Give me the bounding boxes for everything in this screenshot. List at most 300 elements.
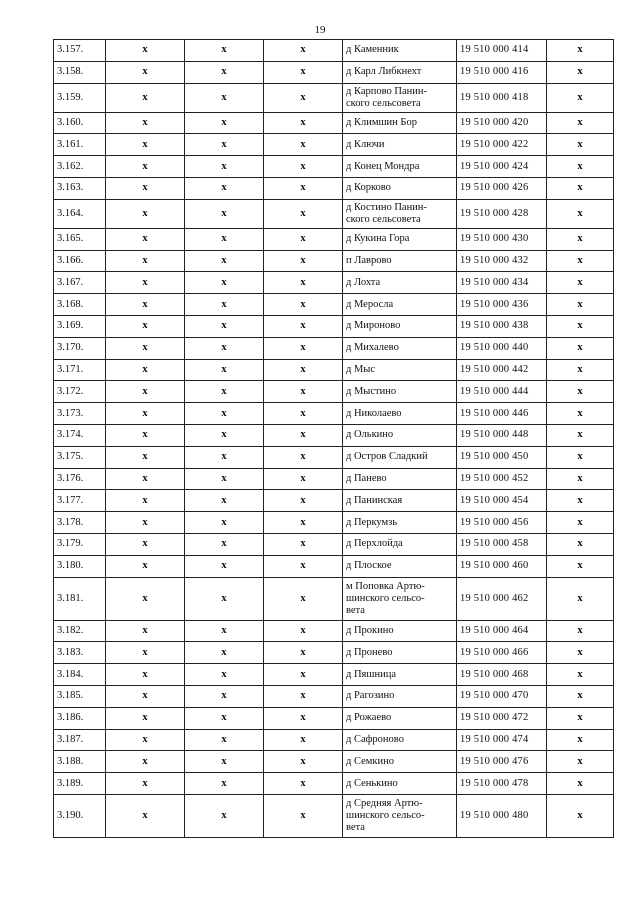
oktmo-code-text: 19 510 000 472 bbox=[460, 712, 529, 724]
oktmo-code bbox=[457, 272, 547, 294]
oktmo-code-text: 19 510 000 460 bbox=[460, 560, 529, 572]
settlement-name bbox=[343, 112, 457, 134]
mark-cell-4 bbox=[547, 642, 614, 664]
row-number bbox=[54, 468, 106, 490]
row-number-text: 3.158. bbox=[57, 66, 84, 78]
mark-cell-1-text: x bbox=[142, 712, 148, 724]
row-number-text: 3.165. bbox=[57, 233, 84, 245]
row-number bbox=[54, 620, 106, 642]
table-row bbox=[54, 490, 614, 512]
oktmo-code bbox=[457, 177, 547, 199]
mark-cell-2-text: x bbox=[221, 254, 227, 266]
mark-cell-2 bbox=[185, 61, 264, 83]
mark-cell-2 bbox=[185, 112, 264, 134]
mark-cell-2-text: x bbox=[221, 592, 227, 604]
settlement-name-text: д Ключи bbox=[346, 138, 385, 150]
oktmo-code-text: 19 510 000 462 bbox=[460, 592, 529, 604]
row-number bbox=[54, 83, 106, 112]
mark-cell-3-text: x bbox=[300, 363, 306, 375]
mark-cell-3 bbox=[264, 272, 343, 294]
row-number bbox=[54, 446, 106, 468]
mark-cell-1 bbox=[106, 61, 185, 83]
oktmo-code-text: 19 510 000 434 bbox=[460, 276, 529, 288]
table-row bbox=[54, 707, 614, 729]
oktmo-code bbox=[457, 403, 547, 425]
oktmo-code-text: 19 510 000 464 bbox=[460, 624, 529, 636]
mark-cell-1 bbox=[106, 134, 185, 156]
mark-cell-3 bbox=[264, 250, 343, 272]
row-number bbox=[54, 512, 106, 534]
oktmo-code bbox=[457, 577, 547, 620]
row-number-text: 3.157. bbox=[57, 44, 84, 56]
oktmo-code-text: 19 510 000 428 bbox=[460, 207, 529, 219]
settlement-name bbox=[343, 512, 457, 534]
row-number-text: 3.187. bbox=[57, 733, 84, 745]
settlement-name-text: д Каменник bbox=[346, 44, 399, 56]
mark-cell-1 bbox=[106, 40, 185, 62]
mark-cell-4 bbox=[547, 424, 614, 446]
mark-cell-1-text: x bbox=[142, 538, 148, 550]
mark-cell-2-text: x bbox=[221, 320, 227, 332]
mark-cell-2-text: x bbox=[221, 472, 227, 484]
mark-cell-4 bbox=[547, 177, 614, 199]
mark-cell-4 bbox=[547, 337, 614, 359]
mark-cell-4-text: x bbox=[577, 116, 583, 128]
settlement-name bbox=[343, 61, 457, 83]
row-number bbox=[54, 61, 106, 83]
mark-cell-4 bbox=[547, 577, 614, 620]
mark-cell-4 bbox=[547, 729, 614, 751]
mark-cell-4 bbox=[547, 664, 614, 686]
table-body bbox=[54, 40, 614, 838]
settlement-name-text: д Рагозино bbox=[346, 690, 395, 702]
mark-cell-2 bbox=[185, 773, 264, 795]
settlement-name bbox=[343, 134, 457, 156]
mark-cell-1 bbox=[106, 533, 185, 555]
mark-cell-2-text: x bbox=[221, 276, 227, 288]
oktmo-code bbox=[457, 61, 547, 83]
oktmo-code-text: 19 510 000 474 bbox=[460, 733, 529, 745]
oktmo-code-text: 19 510 000 414 bbox=[460, 44, 529, 56]
mark-cell-4-text: x bbox=[577, 690, 583, 702]
mark-cell-2-text: x bbox=[221, 298, 227, 310]
mark-cell-3-text: x bbox=[300, 254, 306, 266]
row-number-text: 3.159. bbox=[57, 91, 84, 103]
mark-cell-1-text: x bbox=[142, 385, 148, 397]
mark-cell-1 bbox=[106, 577, 185, 620]
row-number-text: 3.169. bbox=[57, 320, 84, 332]
mark-cell-3-text: x bbox=[300, 342, 306, 354]
mark-cell-3 bbox=[264, 61, 343, 83]
row-number bbox=[54, 134, 106, 156]
settlement-name bbox=[343, 533, 457, 555]
oktmo-code-text: 19 510 000 442 bbox=[460, 363, 529, 375]
table-row bbox=[54, 315, 614, 337]
mark-cell-2 bbox=[185, 468, 264, 490]
oktmo-code bbox=[457, 533, 547, 555]
oktmo-code bbox=[457, 751, 547, 773]
oktmo-code bbox=[457, 512, 547, 534]
row-number bbox=[54, 381, 106, 403]
mark-cell-3-text: x bbox=[300, 66, 306, 78]
row-number-text: 3.186. bbox=[57, 712, 84, 724]
mark-cell-4-text: x bbox=[577, 91, 583, 103]
mark-cell-3 bbox=[264, 685, 343, 707]
row-number-text: 3.171. bbox=[57, 363, 84, 375]
mark-cell-3-text: x bbox=[300, 809, 306, 821]
settlement-name bbox=[343, 751, 457, 773]
mark-cell-2-text: x bbox=[221, 733, 227, 745]
mark-cell-1 bbox=[106, 83, 185, 112]
row-number bbox=[54, 337, 106, 359]
mark-cell-4 bbox=[547, 403, 614, 425]
oktmo-code bbox=[457, 707, 547, 729]
mark-cell-1 bbox=[106, 156, 185, 178]
mark-cell-1 bbox=[106, 424, 185, 446]
mark-cell-1 bbox=[106, 272, 185, 294]
mark-cell-4 bbox=[547, 751, 614, 773]
mark-cell-4-text: x bbox=[577, 668, 583, 680]
mark-cell-2-text: x bbox=[221, 668, 227, 680]
mark-cell-2 bbox=[185, 685, 264, 707]
row-number-text: 3.162. bbox=[57, 160, 84, 172]
mark-cell-3-text: x bbox=[300, 451, 306, 463]
oktmo-code-text: 19 510 000 436 bbox=[460, 298, 529, 310]
mark-cell-1-text: x bbox=[142, 91, 148, 103]
row-number bbox=[54, 294, 106, 316]
mark-cell-4 bbox=[547, 61, 614, 83]
mark-cell-3 bbox=[264, 381, 343, 403]
row-number bbox=[54, 533, 106, 555]
mark-cell-4-text: x bbox=[577, 342, 583, 354]
table-row bbox=[54, 424, 614, 446]
mark-cell-2-text: x bbox=[221, 646, 227, 658]
mark-cell-3-text: x bbox=[300, 538, 306, 550]
oktmo-code-text: 19 510 000 416 bbox=[460, 66, 529, 78]
mark-cell-3-text: x bbox=[300, 733, 306, 745]
oktmo-code-text: 19 510 000 468 bbox=[460, 668, 529, 680]
mark-cell-2 bbox=[185, 228, 264, 250]
row-number-text: 3.183. bbox=[57, 646, 84, 658]
mark-cell-3-text: x bbox=[300, 429, 306, 441]
row-number-text: 3.184. bbox=[57, 668, 84, 680]
mark-cell-3-text: x bbox=[300, 494, 306, 506]
mark-cell-2 bbox=[185, 490, 264, 512]
mark-cell-1-text: x bbox=[142, 342, 148, 354]
table-row bbox=[54, 403, 614, 425]
mark-cell-4 bbox=[547, 490, 614, 512]
mark-cell-3-text: x bbox=[300, 755, 306, 767]
oktmo-code-text: 19 510 000 458 bbox=[460, 538, 529, 550]
row-number bbox=[54, 199, 106, 228]
settlement-name-text: д Сенькино bbox=[346, 777, 398, 789]
mark-cell-4 bbox=[547, 794, 614, 837]
settlement-name bbox=[343, 337, 457, 359]
mark-cell-1-text: x bbox=[142, 472, 148, 484]
settlement-name bbox=[343, 250, 457, 272]
mark-cell-1-text: x bbox=[142, 44, 148, 56]
settlement-name-text: м Поповка Артю- шинского сельсо- вета bbox=[346, 580, 425, 616]
row-number bbox=[54, 228, 106, 250]
table-row bbox=[54, 468, 614, 490]
mark-cell-2 bbox=[185, 315, 264, 337]
oktmo-code-text: 19 510 000 466 bbox=[460, 646, 529, 658]
table-row bbox=[54, 228, 614, 250]
oktmo-code bbox=[457, 664, 547, 686]
row-number-text: 3.160. bbox=[57, 116, 84, 128]
row-number-text: 3.185. bbox=[57, 690, 84, 702]
oktmo-code bbox=[457, 83, 547, 112]
mark-cell-2 bbox=[185, 446, 264, 468]
mark-cell-2 bbox=[185, 199, 264, 228]
mark-cell-4-text: x bbox=[577, 516, 583, 528]
mark-cell-1-text: x bbox=[142, 592, 148, 604]
oktmo-code bbox=[457, 685, 547, 707]
oktmo-code bbox=[457, 315, 547, 337]
mark-cell-4 bbox=[547, 446, 614, 468]
mark-cell-4-text: x bbox=[577, 624, 583, 636]
oktmo-code-text: 19 510 000 448 bbox=[460, 429, 529, 441]
mark-cell-3-text: x bbox=[300, 777, 306, 789]
settlement-name-text: д Николаево bbox=[346, 407, 402, 419]
mark-cell-4 bbox=[547, 533, 614, 555]
settlement-name bbox=[343, 577, 457, 620]
mark-cell-1-text: x bbox=[142, 733, 148, 745]
oktmo-code bbox=[457, 359, 547, 381]
mark-cell-3-text: x bbox=[300, 690, 306, 702]
mark-cell-3-text: x bbox=[300, 44, 306, 56]
settlement-name bbox=[343, 40, 457, 62]
mark-cell-2-text: x bbox=[221, 385, 227, 397]
settlement-name bbox=[343, 294, 457, 316]
mark-cell-4 bbox=[547, 272, 614, 294]
mark-cell-3 bbox=[264, 773, 343, 795]
mark-cell-4-text: x bbox=[577, 233, 583, 245]
mark-cell-3-text: x bbox=[300, 472, 306, 484]
mark-cell-4 bbox=[547, 707, 614, 729]
mark-cell-3-text: x bbox=[300, 91, 306, 103]
table-row bbox=[54, 685, 614, 707]
mark-cell-3 bbox=[264, 112, 343, 134]
settlement-name bbox=[343, 707, 457, 729]
mark-cell-2 bbox=[185, 40, 264, 62]
mark-cell-4 bbox=[547, 685, 614, 707]
settlement-name-text: д Перхлойда bbox=[346, 538, 403, 550]
settlement-name-text: д Сафроново bbox=[346, 733, 404, 745]
oktmo-code-text: 19 510 000 478 bbox=[460, 777, 529, 789]
mark-cell-1 bbox=[106, 707, 185, 729]
mark-cell-3 bbox=[264, 468, 343, 490]
mark-cell-1-text: x bbox=[142, 407, 148, 419]
mark-cell-2 bbox=[185, 729, 264, 751]
mark-cell-1 bbox=[106, 381, 185, 403]
mark-cell-1 bbox=[106, 446, 185, 468]
table-row bbox=[54, 381, 614, 403]
row-number bbox=[54, 315, 106, 337]
settlement-name bbox=[343, 315, 457, 337]
mark-cell-2 bbox=[185, 83, 264, 112]
mark-cell-4-text: x bbox=[577, 755, 583, 767]
mark-cell-3-text: x bbox=[300, 207, 306, 219]
mark-cell-3 bbox=[264, 794, 343, 837]
mark-cell-4-text: x bbox=[577, 160, 583, 172]
mark-cell-3 bbox=[264, 40, 343, 62]
row-number-text: 3.189. bbox=[57, 777, 84, 789]
table-row bbox=[54, 729, 614, 751]
mark-cell-3 bbox=[264, 751, 343, 773]
row-number bbox=[54, 40, 106, 62]
settlement-name-text: д Панево bbox=[346, 472, 387, 484]
mark-cell-1-text: x bbox=[142, 646, 148, 658]
row-number bbox=[54, 555, 106, 577]
mark-cell-3 bbox=[264, 83, 343, 112]
mark-cell-2 bbox=[185, 642, 264, 664]
settlement-name bbox=[343, 272, 457, 294]
mark-cell-4 bbox=[547, 40, 614, 62]
settlement-name-text: д Михалево bbox=[346, 342, 399, 354]
mark-cell-2-text: x bbox=[221, 44, 227, 56]
mark-cell-2-text: x bbox=[221, 407, 227, 419]
table-row bbox=[54, 533, 614, 555]
mark-cell-4-text: x bbox=[577, 44, 583, 56]
mark-cell-2 bbox=[185, 250, 264, 272]
oktmo-code-text: 19 510 000 454 bbox=[460, 494, 529, 506]
mark-cell-1-text: x bbox=[142, 160, 148, 172]
mark-cell-1 bbox=[106, 250, 185, 272]
table-row bbox=[54, 446, 614, 468]
mark-cell-1 bbox=[106, 620, 185, 642]
oktmo-code bbox=[457, 250, 547, 272]
row-number bbox=[54, 177, 106, 199]
settlement-name-text: д Мыс bbox=[346, 363, 376, 375]
mark-cell-3 bbox=[264, 177, 343, 199]
row-number-text: 3.180. bbox=[57, 560, 84, 572]
mark-cell-2-text: x bbox=[221, 91, 227, 103]
mark-cell-4 bbox=[547, 199, 614, 228]
mark-cell-1-text: x bbox=[142, 560, 148, 572]
mark-cell-3-text: x bbox=[300, 560, 306, 572]
oktmo-code bbox=[457, 446, 547, 468]
row-number-text: 3.172. bbox=[57, 385, 84, 397]
oktmo-code bbox=[457, 729, 547, 751]
mark-cell-2 bbox=[185, 177, 264, 199]
row-number-text: 3.188. bbox=[57, 755, 84, 767]
mark-cell-2 bbox=[185, 512, 264, 534]
mark-cell-1 bbox=[106, 228, 185, 250]
settlement-name-text: д Средняя Артю- шинского сельсо- вета bbox=[346, 797, 425, 833]
row-number bbox=[54, 272, 106, 294]
settlement-name-text: д Рожаево bbox=[346, 712, 392, 724]
row-number bbox=[54, 642, 106, 664]
mark-cell-2 bbox=[185, 707, 264, 729]
row-number-text: 3.161. bbox=[57, 138, 84, 150]
oktmo-code-text: 19 510 000 432 bbox=[460, 254, 529, 266]
row-number-text: 3.173. bbox=[57, 407, 84, 419]
mark-cell-1 bbox=[106, 555, 185, 577]
settlement-name-text: п Лаврово bbox=[346, 254, 392, 266]
mark-cell-3-text: x bbox=[300, 516, 306, 528]
oktmo-code-text: 19 510 000 450 bbox=[460, 451, 529, 463]
mark-cell-2-text: x bbox=[221, 624, 227, 636]
oktmo-code-text: 19 510 000 420 bbox=[460, 116, 529, 128]
mark-cell-4-text: x bbox=[577, 385, 583, 397]
settlement-name bbox=[343, 620, 457, 642]
mark-cell-4 bbox=[547, 134, 614, 156]
oktmo-code-text: 19 510 000 480 bbox=[460, 809, 529, 821]
mark-cell-3-text: x bbox=[300, 320, 306, 332]
settlement-table bbox=[53, 39, 614, 838]
mark-cell-3 bbox=[264, 707, 343, 729]
row-number bbox=[54, 794, 106, 837]
mark-cell-4 bbox=[547, 555, 614, 577]
row-number bbox=[54, 250, 106, 272]
mark-cell-4 bbox=[547, 250, 614, 272]
mark-cell-4-text: x bbox=[577, 777, 583, 789]
table-row bbox=[54, 664, 614, 686]
row-number bbox=[54, 156, 106, 178]
mark-cell-1 bbox=[106, 642, 185, 664]
mark-cell-4 bbox=[547, 294, 614, 316]
mark-cell-3 bbox=[264, 337, 343, 359]
row-number-text: 3.166. bbox=[57, 254, 84, 266]
settlement-name-text: д Мироново bbox=[346, 320, 401, 332]
page-number: 19 bbox=[314, 24, 326, 36]
mark-cell-1 bbox=[106, 512, 185, 534]
row-number bbox=[54, 729, 106, 751]
settlement-name-text: д Костино Панин- ского сельсовета bbox=[346, 201, 427, 225]
mark-cell-2-text: x bbox=[221, 207, 227, 219]
mark-cell-3-text: x bbox=[300, 276, 306, 288]
mark-cell-4-text: x bbox=[577, 429, 583, 441]
mark-cell-1-text: x bbox=[142, 254, 148, 266]
row-number-text: 3.177. bbox=[57, 494, 84, 506]
mark-cell-4 bbox=[547, 620, 614, 642]
mark-cell-3 bbox=[264, 199, 343, 228]
settlement-name bbox=[343, 83, 457, 112]
oktmo-code-text: 19 510 000 418 bbox=[460, 91, 529, 103]
mark-cell-2 bbox=[185, 337, 264, 359]
mark-cell-3-text: x bbox=[300, 624, 306, 636]
oktmo-code bbox=[457, 424, 547, 446]
mark-cell-4-text: x bbox=[577, 712, 583, 724]
table-row bbox=[54, 199, 614, 228]
mark-cell-4 bbox=[547, 468, 614, 490]
row-number-text: 3.164. bbox=[57, 207, 84, 219]
settlement-name-text: д Климшин Бор bbox=[346, 116, 417, 128]
mark-cell-4-text: x bbox=[577, 646, 583, 658]
mark-cell-2 bbox=[185, 424, 264, 446]
mark-cell-1-text: x bbox=[142, 777, 148, 789]
mark-cell-1-text: x bbox=[142, 298, 148, 310]
table-row bbox=[54, 61, 614, 83]
mark-cell-1 bbox=[106, 773, 185, 795]
settlement-name-text: д Семкино bbox=[346, 755, 394, 767]
mark-cell-1 bbox=[106, 177, 185, 199]
mark-cell-1 bbox=[106, 468, 185, 490]
mark-cell-4-text: x bbox=[577, 472, 583, 484]
mark-cell-4-text: x bbox=[577, 138, 583, 150]
mark-cell-3-text: x bbox=[300, 298, 306, 310]
mark-cell-3-text: x bbox=[300, 592, 306, 604]
mark-cell-2 bbox=[185, 403, 264, 425]
mark-cell-1-text: x bbox=[142, 116, 148, 128]
mark-cell-1-text: x bbox=[142, 182, 148, 194]
mark-cell-1 bbox=[106, 751, 185, 773]
settlement-name bbox=[343, 381, 457, 403]
mark-cell-4-text: x bbox=[577, 809, 583, 821]
oktmo-code bbox=[457, 156, 547, 178]
oktmo-code-text: 19 510 000 476 bbox=[460, 755, 529, 767]
